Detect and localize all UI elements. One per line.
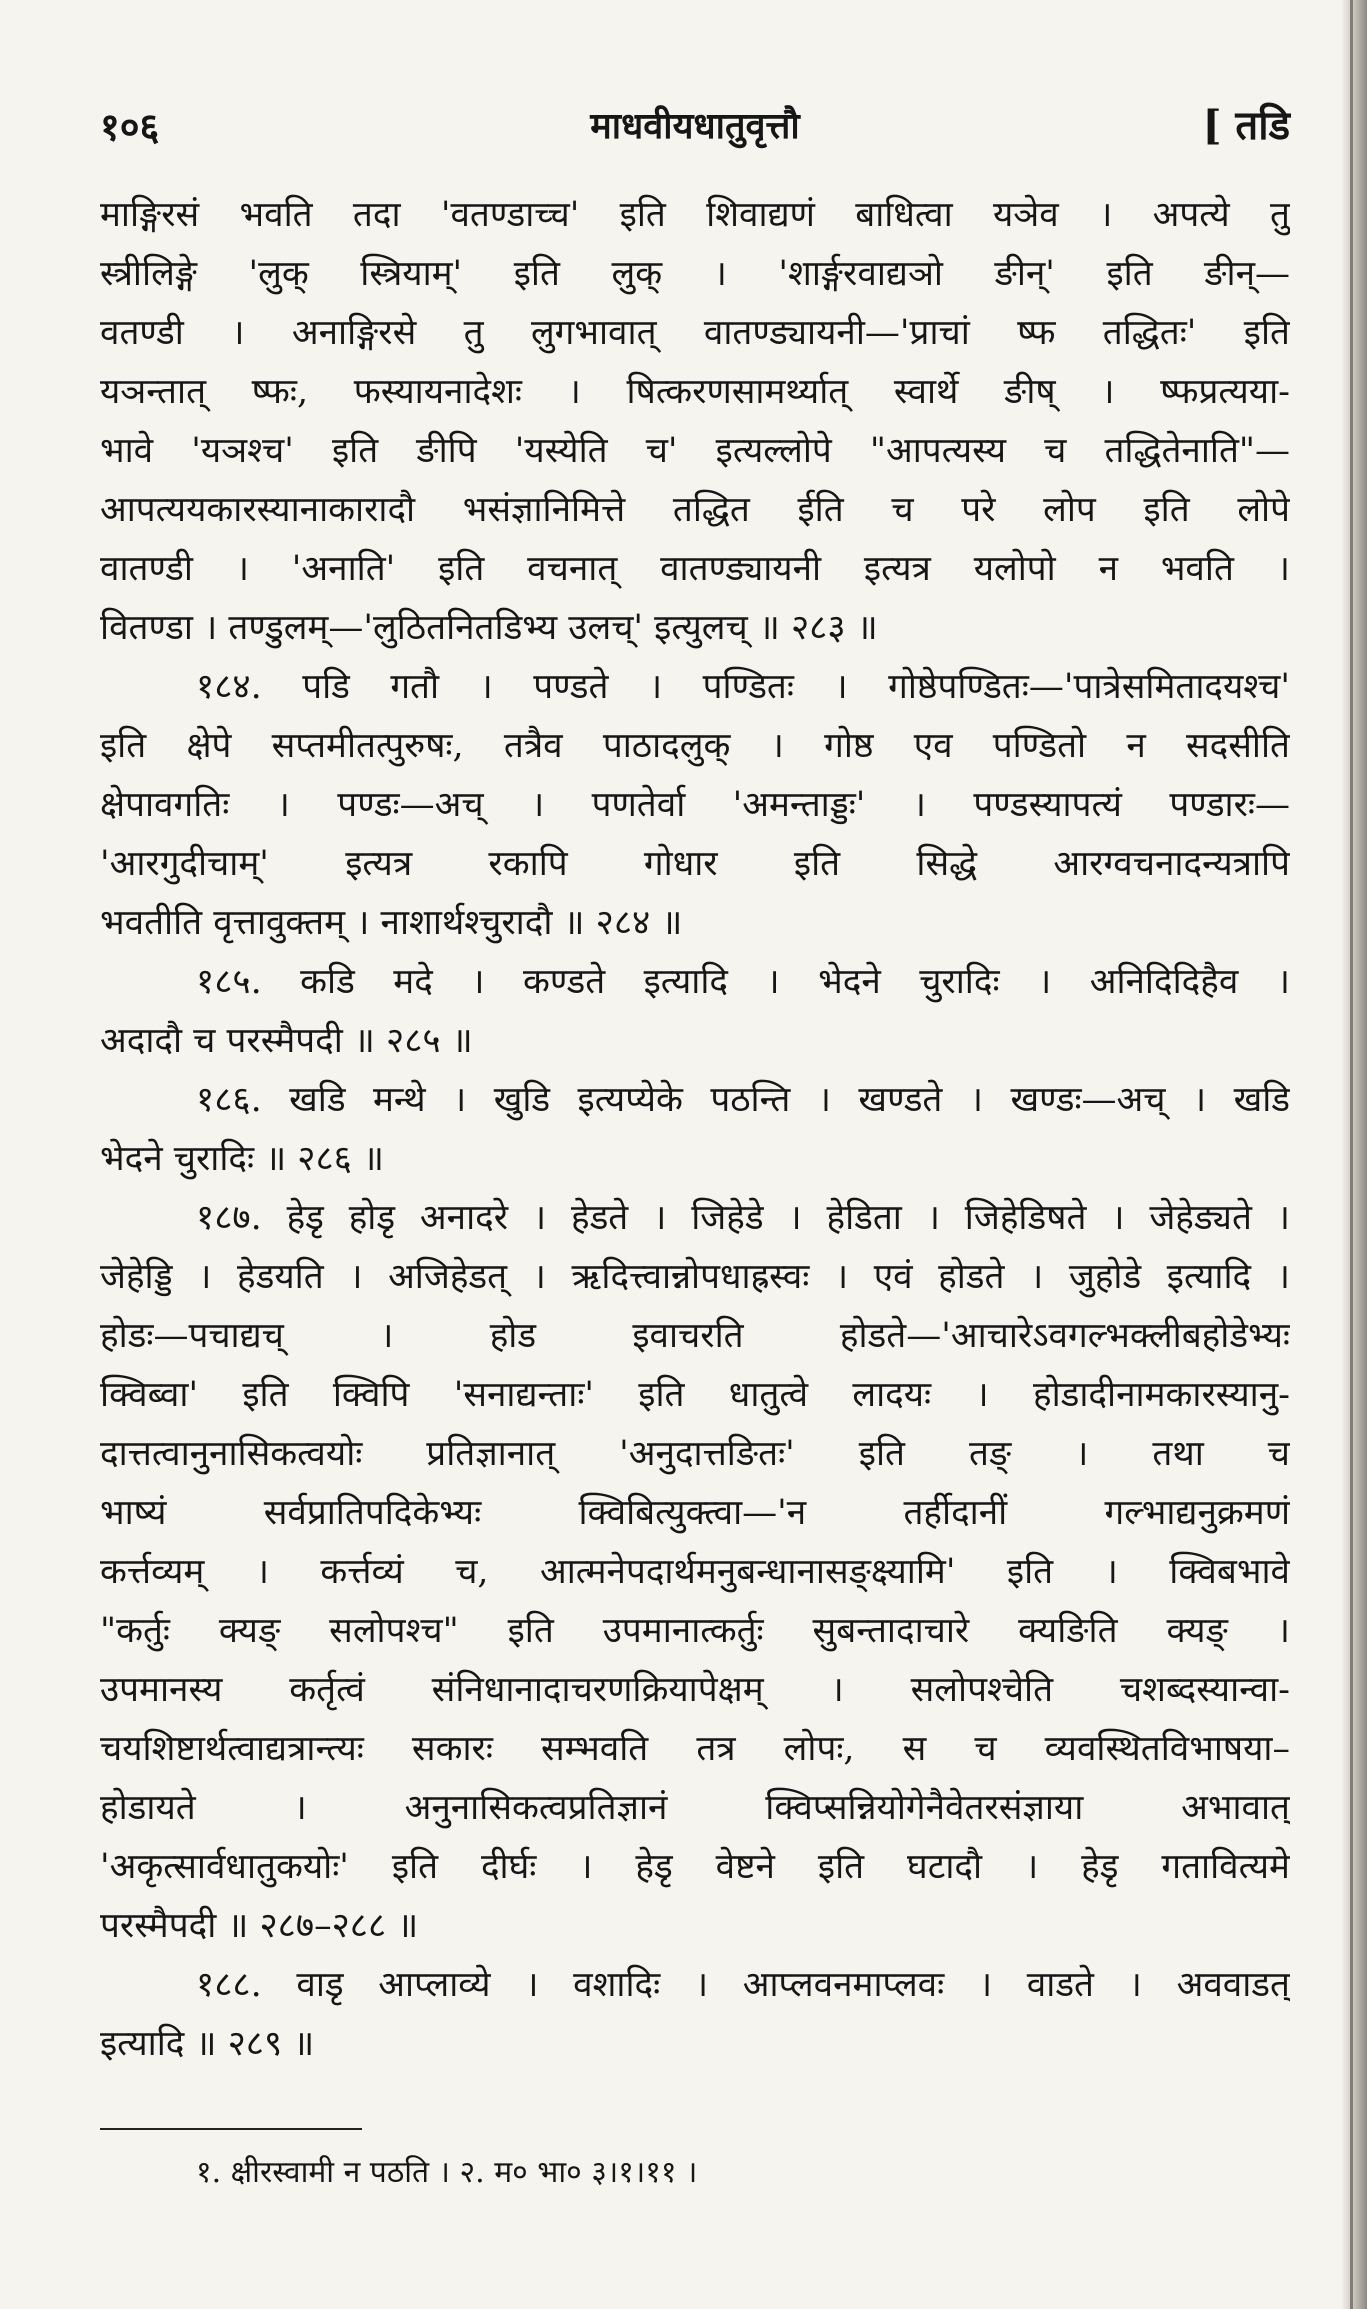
text-line: इत्यादि ॥ २८९ ॥ — [100, 2024, 315, 2064]
text-line: 'अकृत्सार्वधातुकयोः' इति दीर्घः । हेडृ वेष्टने इति घटादौ । हेडृ गतावित्यमे — [100, 1847, 1290, 1887]
text-line: इति क्षेपे सप्तमीतत्पुरुषः, तत्रैव पाठादलुक् । गोष्ठ एव पण्डितो न सदसीति — [100, 726, 1290, 766]
text-line: माङ्गिरसं भवति तदा 'वतण्डाच्च' इति शिवाद्यणं बाधित्वा यञेव । अपत्ये तु — [100, 195, 1290, 235]
body-text — [100, 186, 1290, 2074]
text-line: क्विब्वा' इति क्विपि 'सनाद्यन्ताः' इति धातुत्वे लादयः । होडादीनामकारस्यानु- — [100, 1375, 1290, 1415]
text-line: वितण्डा । तण्डुलम्—'लुठितनितडिभ्य उलच्' इत्युलच् ॥ २८३ ॥ — [100, 608, 878, 648]
text-line: दात्तत्वानुनासिकत्वयोः प्रतिज्ञानात् 'अनुदात्तङितः' इति तङ् । तथा च — [100, 1434, 1290, 1474]
text-line: भावे 'यञश्च' इति ङीपि 'यस्येति च' इत्यल्लोपे "आपत्यस्य च तद्धितेनाति"— — [100, 431, 1290, 471]
paragraph-start-186: १८६. खडि मन्थे । खुडि इत्यप्येके पठन्ति । खण्डते । खण्डः—अच् । खडि — [196, 1080, 1290, 1120]
text-line: चयशिष्टार्थत्वाद्यत्रान्त्यः सकारः सम्भवति तत्र लोपः, स च व्यवस्थितविभाषया– — [100, 1729, 1290, 1769]
page-number: १०६ — [100, 104, 160, 149]
text-line: "कर्तुः क्यङ् सलोपश्च" इति उपमानात्कर्तुः सुबन्तादाचारे क्यङिति क्यङ् । — [100, 1611, 1290, 1651]
page-binding-shadow — [1350, 0, 1353, 2309]
text-line: परस्मैपदी ॥ २८७–२८८ ॥ — [100, 1906, 419, 1946]
footnote-divider — [100, 2128, 362, 2130]
paragraph-start-184: १८४. पडि गतौ । पण्डते । पण्डितः । गोष्ठेपण्डितः—'पात्रेसमितादयश्च' — [196, 667, 1290, 707]
text-line: उपमानस्य कर्तृत्वं संनिधानादाचरणक्रियापेक्षम् । सलोपश्चेति चशब्दस्यान्वा- — [100, 1670, 1290, 1710]
text-line: भवतीति वृत्तावुक्तम् । नाशार्थश्चुरादौ ॥ २८४ ॥ — [100, 903, 683, 943]
text-line: 'आरगुदीचाम्' इत्यत्र रकापि गोधार इति सिद्धे आरग्वचनादन्यत्रापि — [100, 844, 1290, 884]
text-line: भाष्यं सर्वप्रातिपदिकेभ्यः क्विबित्युक्त्वा—'न तर्हीदानीं गल्भाद्यनुक्रमणं — [100, 1493, 1290, 1533]
text-line: क्षेपावगतिः । पण्डः—अच् । पणतेर्वा 'अमन्ताड्डः' । पण्डस्यापत्यं पण्डारः— — [100, 785, 1290, 825]
section-marker: [ तडि — [1202, 102, 1290, 149]
paragraph-start-187: १८७. हेडृ होडृ अनादरे । हेडते । जिहेडे । हेडिता । जिहेडिषते । जेहेड्यते । — [196, 1198, 1290, 1238]
paragraph-start-188: १८८. वाडृ आप्लाव्ये । वशादिः । आप्लवनमाप्लवः । वाडते । अववाडत् — [196, 1965, 1290, 2005]
text-line: कर्त्तव्यम् । कर्त्तव्यं च, आत्मनेपदार्थमनुबन्धानासङ्क्ष्यामि' इति । क्विबभावे — [100, 1552, 1290, 1592]
running-title: माधवीयधातुवृत्तौ — [590, 105, 800, 147]
paragraph-start-185: १८५. कडि मदे । कण्डते इत्यादि । भेदने चुरादिः । अनिदिदिहैव । — [196, 962, 1290, 1002]
page-binding-edge — [1341, 0, 1367, 2309]
text-line: वातण्डी । 'अनाति' इति वचनात् वातण्ड्यायनी इत्यत्र यलोपो न भवति । — [100, 549, 1290, 589]
text-line: आपत्ययकारस्यानाकारादौ भसंज्ञानिमित्ते तद्धित ईति च परे लोप इति लोपे — [100, 490, 1290, 530]
text-line: जेहेड्डि । हेडयति । अजिहेडत् । ऋदित्त्वान्नोपधाह्रस्वः । एवं होडते । जुहोडे इत्यादि । — [100, 1257, 1290, 1297]
footnotes: १. क्षीरस्वामी न पठति । २. म० भा० ३।१।११ । — [196, 2155, 698, 2190]
text-line: होडः—पचाद्यच् । होड इवाचरति होडते—'आचारेऽवगल्भक्लीबहोडेभ्यः — [100, 1316, 1290, 1356]
text-line: अदादौ च परस्मैपदी ॥ २८५ ॥ — [100, 1021, 473, 1061]
text-line: यञन्तात् ष्फः, फस्यायनादेशः । षित्करणसामर्थ्यात् स्वार्थे ङीष् । ष्फप्रत्यया- — [100, 372, 1290, 412]
text-line: होडायते । अनुनासिकत्वप्रतिज्ञानं क्विप्सन्नियोगेनैवेतरसंज्ञाया अभावात् — [100, 1788, 1290, 1828]
page-header — [100, 90, 1290, 150]
text-line: स्त्रीलिङ्गे 'लुक् स्त्रियाम्' इति लुक् । 'शार्ङ्गरवाद्यञो ङीन्' इति ङीन्— — [100, 254, 1290, 294]
text-line: वतण्डी । अनाङ्गिरसे तु लुगभावात् वातण्ड्यायनी—'प्राचां ष्फ तद्धितः' इति — [100, 313, 1290, 353]
text-line: भेदने चुरादिः ॥ २८६ ॥ — [100, 1139, 384, 1179]
